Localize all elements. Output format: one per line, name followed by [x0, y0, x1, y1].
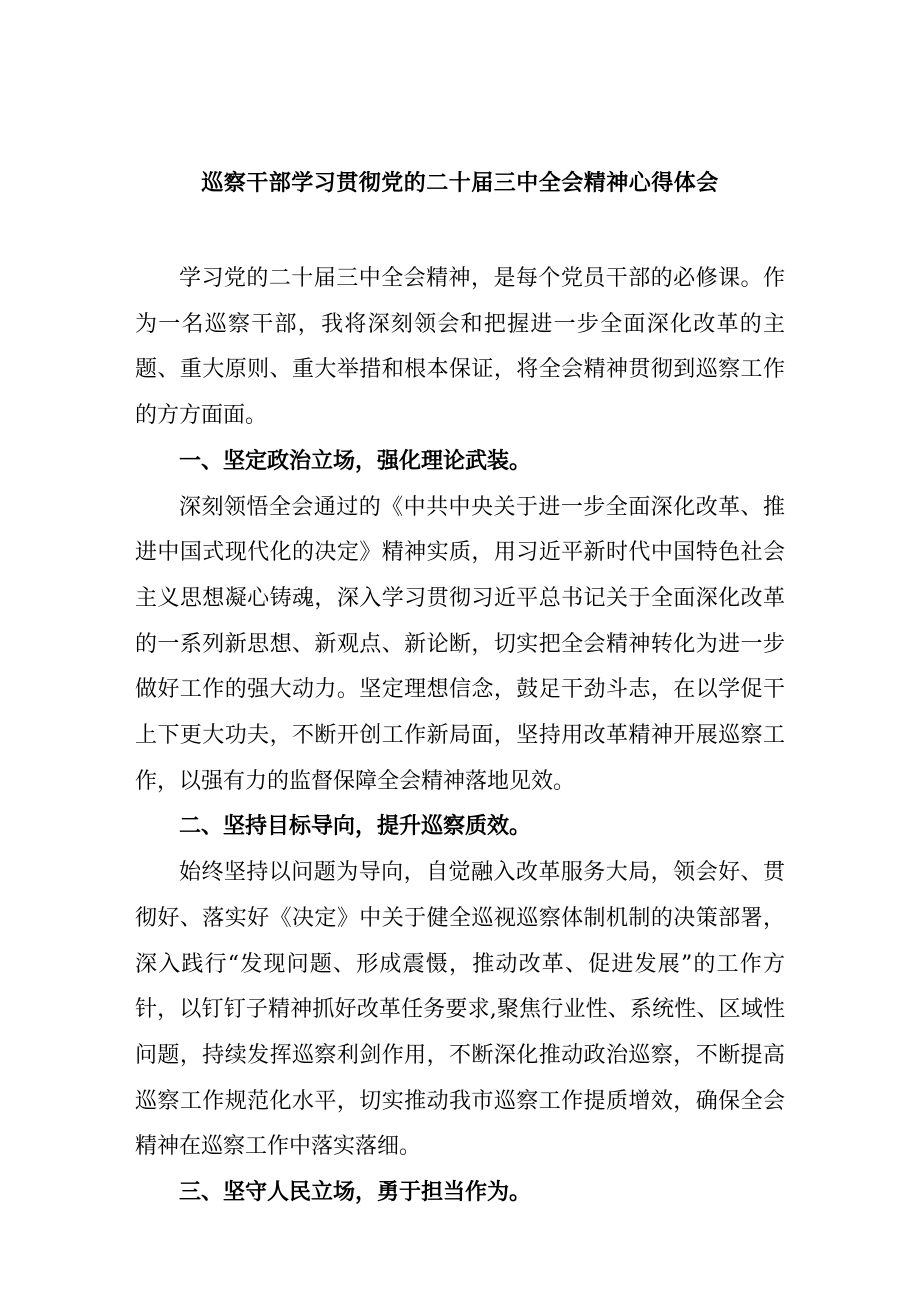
- section-heading-2: 二、坚持目标导向，提升巡察质效。: [179, 813, 532, 840]
- section-heading-3: 三、坚守人民立场，勇于担当作为。: [179, 1179, 532, 1206]
- intro-paragraph: 学习党的二十届三中全会精神，是每个党员干部的必修课。作为一名巡察干部，我将深刻领会和把握进一步全面深化改革的主题、重大原则、重大举措和根本保证，将全会精神贯彻到巡察工作的方方面面。: [135, 266, 785, 429]
- section-paragraph-2: 始终坚持以问题为导向，自觉融入改革服务大局，领会好、贯彻好、落实好《决定》中关于健全巡视巡察体制机制的决策部署，深入践行“发现问题、形成震慑，推动改革、促进发展”的工作方针，以钉钉子精神抓好改革任务要求,聚焦行业性、系统性、区域性问题，持续发挥巡察利剑作用，不断深化推动政治巡察，不断提高巡察工作规范化水平，切实推动我市巡察工作提质增效，确保全会精神在巡察工作中落实落细。: [135, 860, 785, 1160]
- document-title: 巡察干部学习贯彻党的二十届三中全会精神心得体会: [201, 170, 719, 196]
- section-paragraph-1: 深刻领悟全会通过的《中共中央关于进一步全面深化改革、推进中国式现代化的决定》精神实质，用习近平新时代中国特色社会主义思想凝心铸魂，深入学习贯彻习近平总书记关于全面深化改革的一系列新思想、新观点、新论断，切实把全会精神转化为进一步做好工作的强大动力。坚定理想信念，鼓足干劲斗志，在以学促干上下更大功夫，不断开创工作新局面，坚持用改革精神开展巡察工作，以强有力的监督保障全会精神落地见效。: [135, 494, 785, 794]
- section-heading-1: 一、坚定政治立场，强化理论武装。: [179, 447, 532, 474]
- document-body: [135, 256, 785, 1216]
